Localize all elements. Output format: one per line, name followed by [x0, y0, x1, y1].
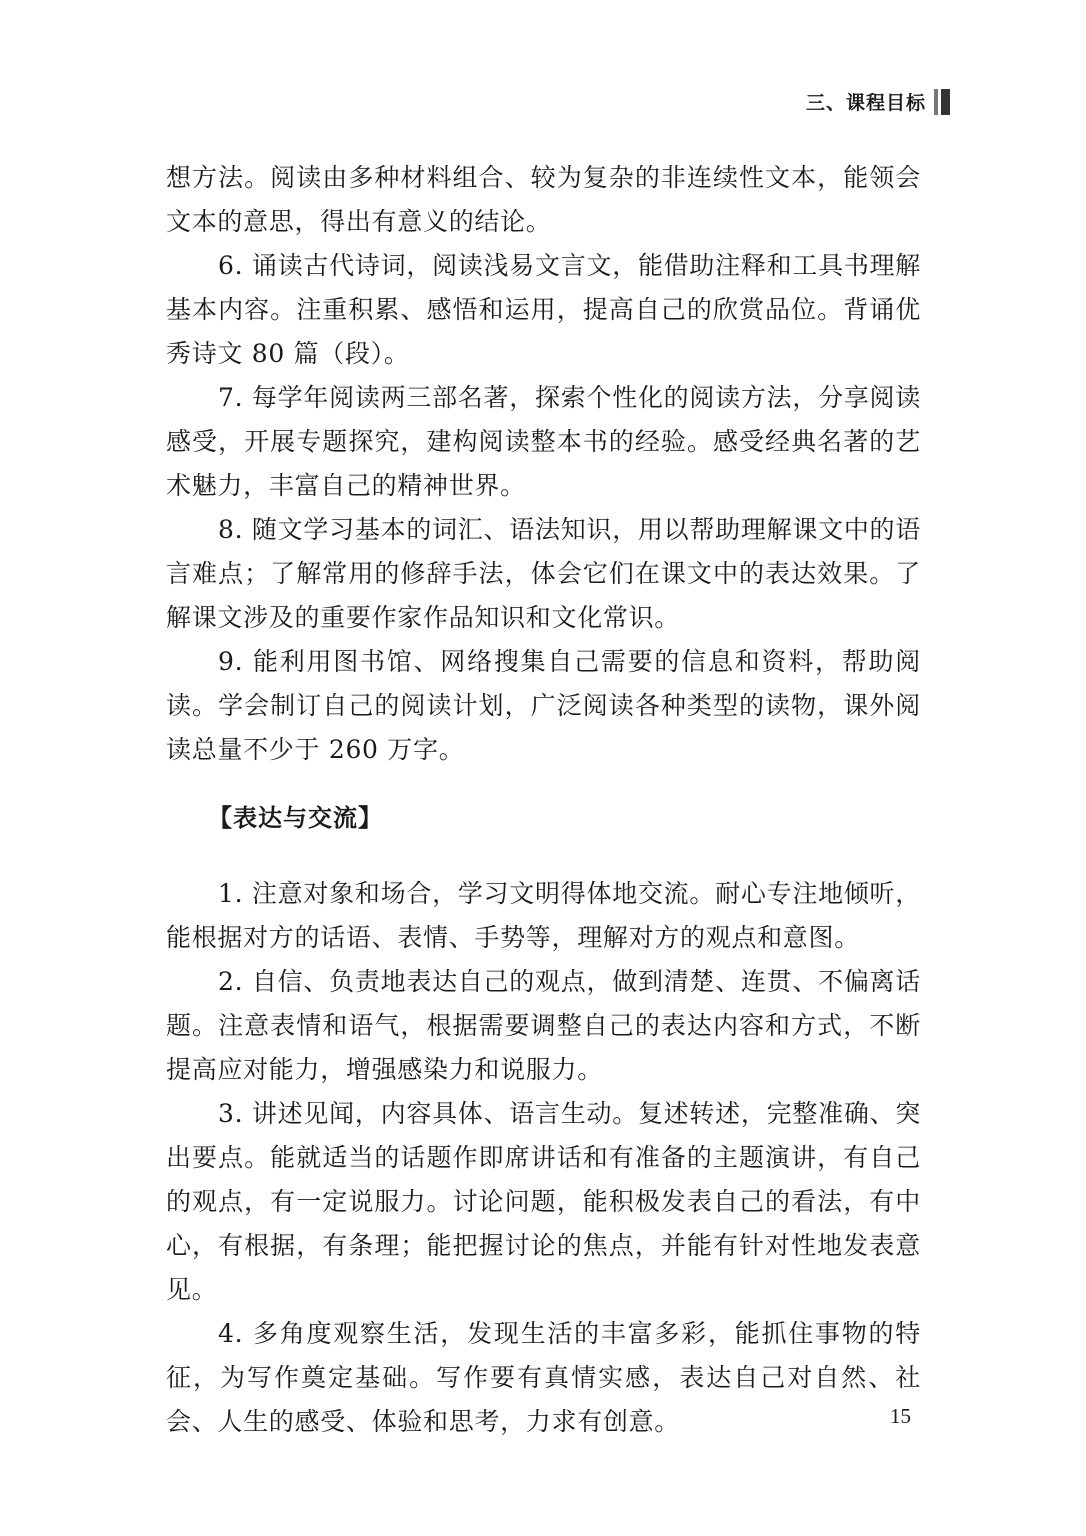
- header-bar-decoration: [934, 89, 950, 115]
- reading-continuation: 想方法。阅读由多种材料组合、较为复杂的非连续性文本，能领会文本的意思，得出有意义的结论。: [166, 163, 921, 236]
- chapter-title: 三、课程目标: [805, 92, 926, 114]
- reading-item-7: 7. 每学年阅读两三部名著，探索个性化的阅读方法，分享阅读感受，开展专题探究，建构阅读整本书的经验。感受经典名著的艺术魅力，丰富自己的精神世界。: [166, 383, 921, 500]
- reading-item-8: 8. 随文学习基本的词汇、语法知识，用以帮助理解课文中的语言难点；了解常用的修辞手法，体会它们在课文中的表达效果。了解课文涉及的重要作家作品知识和文化常识。: [166, 515, 921, 632]
- expression-item-2: 2. 自信、负责地表达自己的观点，做到清楚、连贯、不偏离话题。注意表情和语气，根据需要调整自己的表达内容和方式，不断提高应对能力，增强感染力和说服力。: [166, 967, 921, 1084]
- expression-item-4: 4. 多角度观察生活，发现生活的丰富多彩，能抓住事物的特征，为写作奠定基础。写作要有真情实感，表达自己对自然、社会、人生的感受、体验和思考，力求有创意。: [166, 1319, 921, 1436]
- reading-item-6: 6. 诵读古代诗词，阅读浅易文言文，能借助注释和工具书理解基本内容。注重积累、感悟和运用，提高自己的欣赏品位。背诵优秀诗文 80 篇（段）。: [166, 251, 921, 368]
- running-header: [806, 88, 950, 115]
- page-number: 15: [890, 1404, 911, 1428]
- reading-item-9: 9. 能利用图书馆、网络搜集自己需要的信息和资料，帮助阅读。学会制订自己的阅读计划，广泛阅读各种类型的读物，课外阅读总量不少于 260 万字。: [166, 647, 921, 764]
- expression-item-3: 3. 讲述见闻，内容具体、语言生动。复述转述，完整准确、突出要点。能就适当的话题作即席讲话和有准备的主题演讲，有自己的观点，有一定说服力。讨论问题，能积极发表自己的看法，有中心，有根据，有条理；能把握讨论的焦点，并能有针对性地发表意见。: [166, 1099, 921, 1304]
- expression-item-1: 1. 注意对象和场合，学习文明得体地交流。耐心专注地倾听，能根据对方的话语、表情、手势等，理解对方的观点和意图。: [166, 879, 921, 952]
- section-title-expression: 【表达与交流】: [208, 804, 383, 832]
- page-body: [166, 156, 921, 1444]
